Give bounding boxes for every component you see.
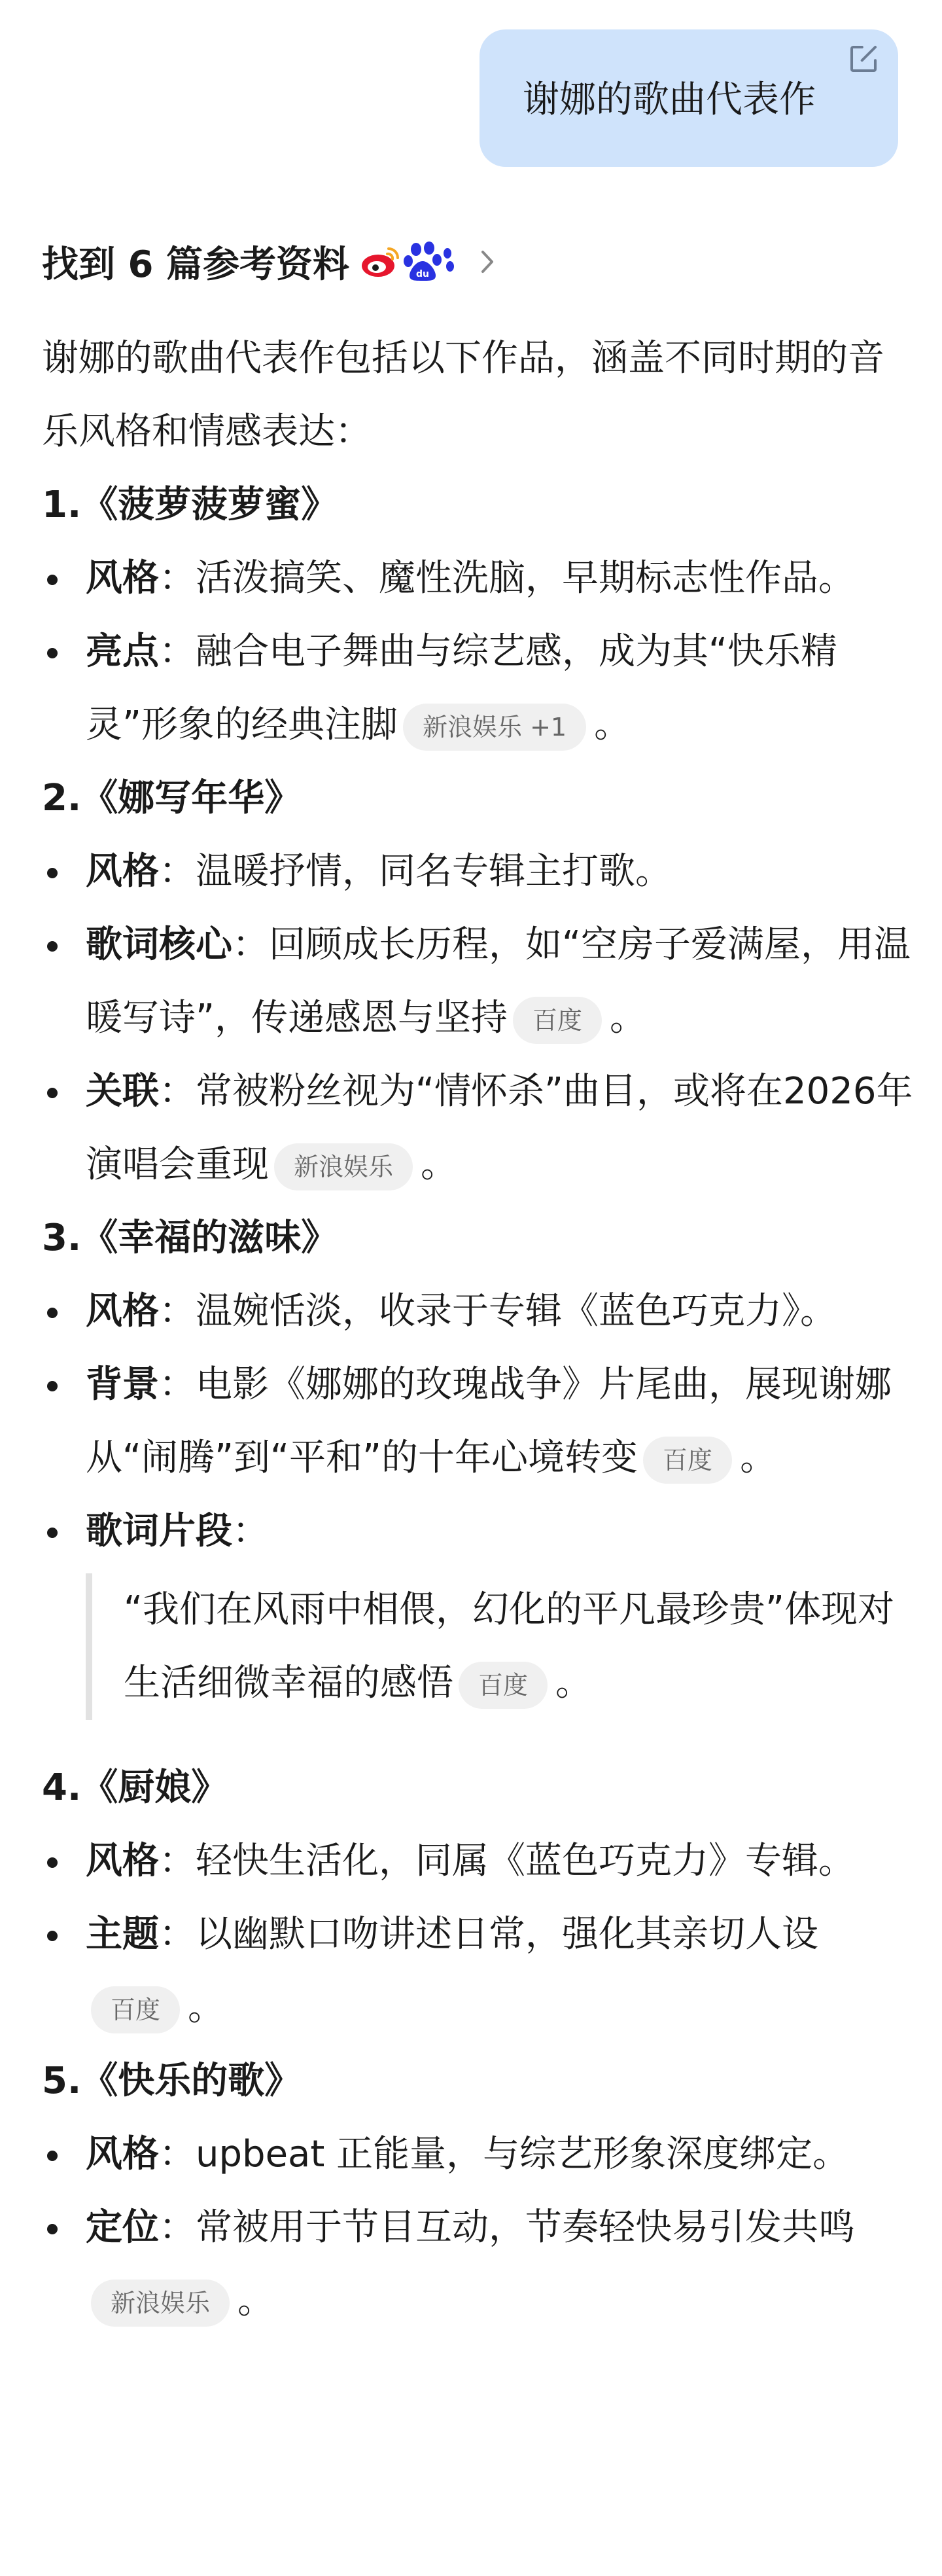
item-term: 关联 xyxy=(86,1070,159,1113)
list-item xyxy=(42,542,918,615)
item-term: 歌词核心 xyxy=(86,923,232,966)
item-term: 歌词片段 xyxy=(86,1510,232,1552)
item-separator: ： xyxy=(159,2206,196,2249)
item-separator: ： xyxy=(159,1363,196,1406)
item-term: 风格 xyxy=(86,850,159,893)
section-heading: 3.《幸福的滋味》 xyxy=(42,1217,338,1259)
answer-intro: 谢娜的歌曲代表作包括以下作品，涵盖不同时期的音乐风格和情感表达： xyxy=(42,337,884,453)
weibo-logo-icon xyxy=(360,243,400,280)
item-term: 风格 xyxy=(86,1290,159,1333)
item-separator: ： xyxy=(159,1840,196,1882)
list-item xyxy=(42,1348,918,1495)
source-tag[interactable]: 百度 xyxy=(459,1662,548,1709)
item-text: 以幽默口吻讲述日常，强化其亲切人设 xyxy=(196,1913,818,1956)
quote-text: “我们在风雨中相偎，幻化的平凡最珍贵”体现对生活细微幸福的感悟 xyxy=(124,1588,895,1704)
list-item xyxy=(42,1275,918,1348)
item-separator: ： xyxy=(159,850,196,893)
item-term: 风格 xyxy=(86,2133,159,2175)
item-separator: ： xyxy=(232,1510,269,1552)
item-separator: ： xyxy=(159,2133,196,2175)
item-separator: ： xyxy=(159,1290,196,1333)
item-end: 。 xyxy=(740,1437,777,1479)
item-text: 电影《娜娜的玫瑰战争》片尾曲，展现谢娜从“闹腾”到“平和”的十年心境转变 xyxy=(86,1363,892,1479)
item-term: 定位 xyxy=(86,2206,159,2249)
item-text: 融合电子舞曲与综艺感，成为其“快乐精灵”形象的经典注脚 xyxy=(86,630,838,746)
chevron-right-icon xyxy=(478,247,497,277)
item-end: 。 xyxy=(421,1143,458,1186)
edit-icon[interactable] xyxy=(846,41,881,77)
list-item xyxy=(42,1055,918,1202)
item-term: 风格 xyxy=(86,557,159,599)
section-heading: 1.《菠萝菠萝蜜》 xyxy=(42,484,338,526)
item-text: upbeat 正能量，与综艺形象深度绑定。 xyxy=(196,2133,850,2175)
item-text: 常被粉丝视为“情怀杀”曲目，或将在2026年演唱会重现 xyxy=(86,1070,913,1186)
baidu-paw-icon xyxy=(402,241,455,282)
list-item xyxy=(42,1825,918,1898)
item-text: 活泼搞笑、魔性洗脑，早期标志性作品。 xyxy=(196,557,855,599)
answer-content xyxy=(42,322,918,2338)
section-heading: 5.《快乐的歌》 xyxy=(42,2060,302,2102)
item-end: 。 xyxy=(188,1986,225,2029)
source-tag[interactable]: 新浪娱乐 +1 xyxy=(403,704,586,751)
item-separator: ： xyxy=(159,557,196,599)
item-term: 背景 xyxy=(86,1363,159,1406)
item-separator: ： xyxy=(159,1070,196,1113)
item-text: 回顾成长历程，如“空房子爱满屋，用温暖写诗”，传递感恩与坚持 xyxy=(86,923,911,1039)
source-tag[interactable]: 百度 xyxy=(643,1437,732,1484)
item-term: 风格 xyxy=(86,1840,159,1882)
item-end: 。 xyxy=(594,704,631,746)
source-tag[interactable]: 新浪娱乐 xyxy=(91,2280,230,2327)
svg-text:du: du xyxy=(415,269,429,279)
item-end: 。 xyxy=(610,997,647,1039)
lyric-quote xyxy=(86,1573,918,1720)
sources-row[interactable] xyxy=(42,236,497,288)
source-tag[interactable]: 百度 xyxy=(91,1986,180,2033)
user-query-text: 谢娜的歌曲代表作 xyxy=(523,79,816,121)
source-tag[interactable]: 新浪娱乐 xyxy=(274,1143,413,1190)
section-heading: 4.《厨娘》 xyxy=(42,1766,228,1809)
list-item xyxy=(42,615,918,762)
list-item xyxy=(42,835,918,908)
item-term: 主题 xyxy=(86,1913,159,1956)
list-item xyxy=(42,1898,918,2045)
item-separator: ： xyxy=(159,630,196,673)
item-text: 常被用于节目互动，节奏轻快易引发共鸣 xyxy=(196,2206,855,2249)
list-item xyxy=(42,2191,918,2338)
list-item xyxy=(42,2118,918,2191)
item-text: 轻快生活化，同属《蓝色巧克力》专辑。 xyxy=(196,1840,855,1882)
user-query-bubble[interactable] xyxy=(480,29,898,167)
section-heading: 2.《娜写年华》 xyxy=(42,777,302,819)
item-end: 。 xyxy=(237,2280,275,2322)
item-text: 温暖抒情，同名专辑主打歌。 xyxy=(196,850,672,893)
sources-label: 找到 6 篇参考资料 xyxy=(42,243,349,286)
source-tag[interactable]: 百度 xyxy=(513,997,602,1044)
item-text: 温婉恬淡，收录于专辑《蓝色巧克力》。 xyxy=(196,1290,837,1333)
quote-end: 。 xyxy=(555,1662,593,1704)
list-item xyxy=(42,908,918,1055)
item-term: 亮点 xyxy=(86,630,159,673)
item-separator: ： xyxy=(232,923,269,966)
list-item xyxy=(42,1495,918,1568)
item-separator: ： xyxy=(159,1913,196,1956)
